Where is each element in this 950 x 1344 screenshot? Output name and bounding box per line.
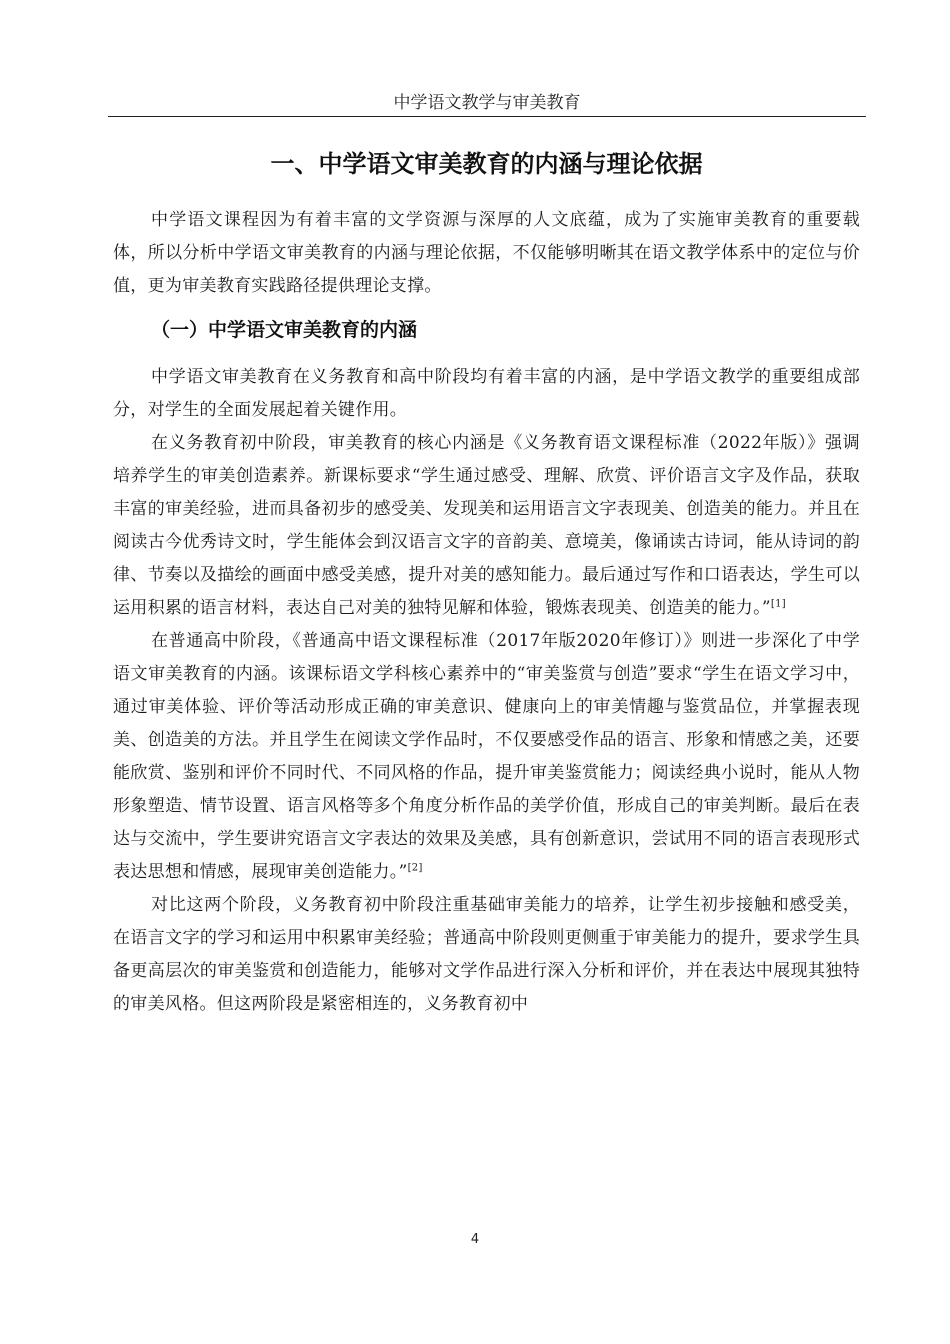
- section-intro-paragraph: 中学语文课程因为有着丰富的文学资源与深厚的人文底蕴，成为了实施审美教育的重要载体，所以分析中学语文审美教育的内涵与理论依据，不仅能够明晰其在语文教学体系中的定位与价值，更为审美教育实践路径提供理论支撑。: [113, 210, 860, 296]
- paragraph-junior-high: [113, 427, 860, 625]
- citation-ref-2: [2]: [407, 862, 423, 874]
- paragraph-text: 中学语文审美教育在义务教育和高中阶段均有着丰富的内涵，是中学语文教学的重要组成部分，对学生的全面发展起着关键作用。: [113, 367, 860, 420]
- page-body: [113, 138, 860, 1021]
- paragraph-comparison: [113, 889, 860, 1021]
- running-header: 中学语文教学与审美教育: [393, 93, 581, 113]
- paragraph-text: 在普通高中阶段，《普通高中语文课程标准（2017年版2020年修订）》则进一步深化了中学语文审美教育的内涵。该课标语文学科核心素养中的“审美鉴赏与创造”要求“学生在语文学习中，通过审美体验、评价等活动形成正确的审美意识、健康向上的审美情趣与鉴赏品位，并掌握表现美、创造美的方法。并且学生在阅读文学作品时，不仅要感受作品的语言、形象和情感之美，还要能欣赏、鉴别和评价不同时代、不同风格的作品，提升审美鉴赏能力；阅读经典小说时，能从人物形象塑造、情节设置、语言风格等多个角度分析作品的美学价值，形成自己的审美判断。最后在表达与交流中，学生要讲究语言文字表达的效果及美感，具有创新意识，尝试用不同的语言表现形式表达思想和情感，展现审美创造能力。”: [113, 631, 860, 882]
- section-title: 一、中学语文审美教育的内涵与理论依据: [270, 150, 703, 178]
- paragraph-senior-high: [113, 625, 860, 889]
- page-number: 4: [470, 1232, 480, 1247]
- paragraph-text: 对比这两个阶段，义务教育初中阶段注重基础审美能力的培养，让学生初步接触和感受美，在语言文字的学习和运用中积累审美经验；普通高中阶段则更侧重于审美能力的提升，要求学生具备更高层次的审美鉴赏和创造能力，能够对文学作品进行深入分析和评价，并在表达中展现其独特的审美风格。但这两阶段是紧密相连的，义务教育初中: [113, 895, 860, 1014]
- header-rule: [108, 116, 866, 117]
- citation-ref-1: [1]: [770, 598, 786, 610]
- paragraph-text: 在义务教育初中阶段，审美教育的核心内涵是《义务教育语文课程标准（2022年版）》强调培养学生的审美创造素养。新课标要求“学生通过感受、理解、欣赏、评价语言文字及作品，获取丰富的审美经验，进而具备初步的感受美、发现美和运用语言文字表现美、创造美的能力。并且在阅读古今优秀诗文时，学生能体会到汉语言文字的音韵美、意境美，像诵读古诗词，能从诗词的韵律、节奏以及描绘的画面中感受美感，提升对美的感知能力。最后通过写作和口语表达，学生可以运用积累的语言材料，表达自己对美的独特见解和体验，锻炼表现美、创造美的能力。”: [113, 433, 860, 618]
- paragraph-overview: [113, 361, 860, 427]
- subsection-title: （一）中学语文审美教育的内涵: [151, 319, 418, 341]
